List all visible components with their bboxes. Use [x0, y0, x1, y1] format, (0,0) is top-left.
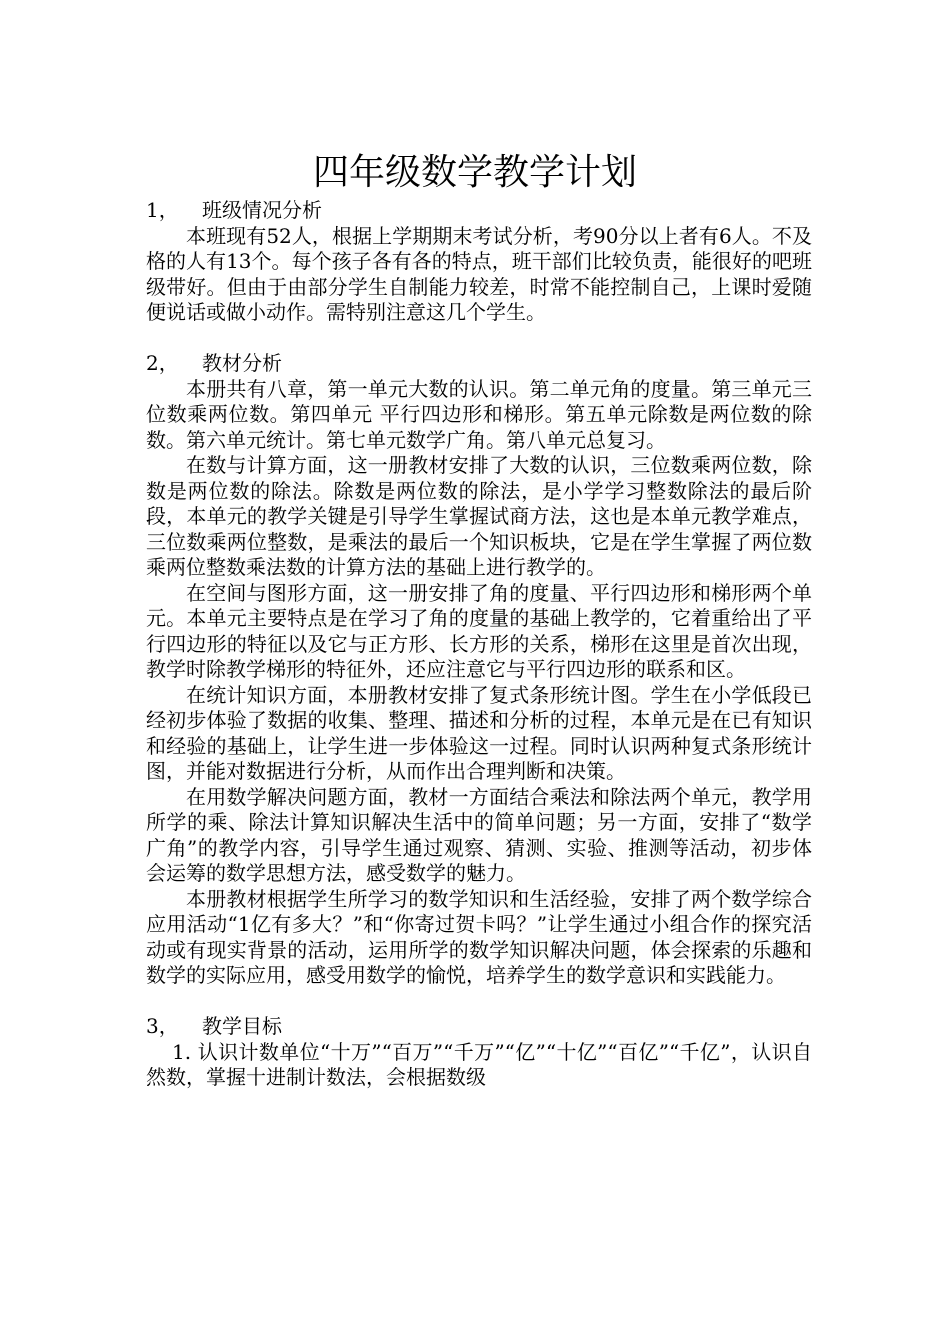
page-title: 四年级数学教学计划	[312, 152, 637, 193]
paragraph: 在空间与图形方面，这一册安排了角的度量、平行四边形和梯形两个单元。本单元主要特点是在学习了角的度量的基础上教学的，它着重给出了平行四边形的特征以及它与正方形、长方形的关系，梯形在这里是首次出现，教学时除教学梯形的特征外，还应注意它与平行四边形的联系和区。	[146, 580, 812, 681]
paragraph: 本册教材根据学生所学习的数学知识和生活经验，安排了两个数学综合应用活动“1亿有多大？”和“你寄过贺卡吗？”让学生通过小组合作的探究活动或有现实背景的活动，运用所学的数学知识解决问题，体会探索的乐趣和数学的实际应用，感受用数学的愉悦，培养学生的数学意识和实践能力。	[146, 886, 812, 987]
section-heading	[146, 1014, 812, 1040]
section-number: 1，	[146, 198, 179, 222]
section-heading	[146, 351, 812, 377]
section-number: 3，	[146, 1014, 179, 1038]
document-body	[146, 198, 812, 1091]
paragraph: 本册共有八章，第一单元大数的认识。第二单元角的度量。第三单元三位数乘两位数。第四单元 平行四边形和梯形。第五单元除数是两位数的除数。第六单元统计。第七单元数学广角。第八单元总复习。	[146, 376, 812, 452]
section-heading-text: 教学目标	[202, 1014, 282, 1038]
paragraph: 本班现有52人，根据上学期期末考试分析，考90分以上者有6人。不及格的人有13个。每个孩子各有各的特点，班干部们比较负责，能很好的吧班级带好。但由于由部分学生自制能力较差，时常不能控制自己，上课时爱随便说话或做小动作。需特别注意这几个学生。	[146, 223, 812, 324]
paragraph: 在统计知识方面，本册教材安排了复式条形统计图。学生在小学低段已经初步体验了数据的收集、整理、描述和分析的过程，本单元是在已有知识和经验的基础上，让学生进一步体验这一过程。同时认识两种复式条形统计图，并能对数据进行分析，从而作出合理判断和决策。	[146, 682, 812, 783]
section-class-analysis	[146, 198, 812, 326]
list-item: 1. 认识计数单位“十万”“百万”“千万”“亿”“十亿”“百亿”“千亿”，认识自然数，掌握十进制计数法，会根据数级	[146, 1039, 812, 1089]
section-teaching-goals	[146, 1014, 812, 1091]
section-textbook-analysis	[146, 351, 812, 989]
paragraph: 在用数学解决问题方面，教材一方面结合乘法和除法两个单元，教学用所学的乘、除法计算知识解决生活中的简单问题；另一方面，安排了“数学广角”的教学内容，引导学生通过观察、猜测、实验、推测等活动，初步体会运筹的数学思想方法，感受数学的魅力。	[146, 784, 812, 885]
blank-line	[146, 326, 812, 352]
section-heading-text: 教材分析	[202, 351, 282, 375]
section-number: 2，	[146, 351, 179, 375]
paragraph: 在数与计算方面，这一册教材安排了大数的认识，三位数乘两位数，除数是两位数的除法。除数是两位数的除法，是小学学习整数除法的最后阶段，本单元的教学关键是引导学生掌握试商方法，这也是本单元教学难点，三位数乘两位整数，是乘法的最后一个知识板块，它是在学生掌握了两位数乘两位整数乘法数的计算方法的基础上进行教学的。	[146, 453, 812, 579]
blank-line	[146, 989, 812, 1015]
section-heading-text: 班级情况分析	[202, 198, 322, 222]
section-heading	[146, 198, 812, 224]
